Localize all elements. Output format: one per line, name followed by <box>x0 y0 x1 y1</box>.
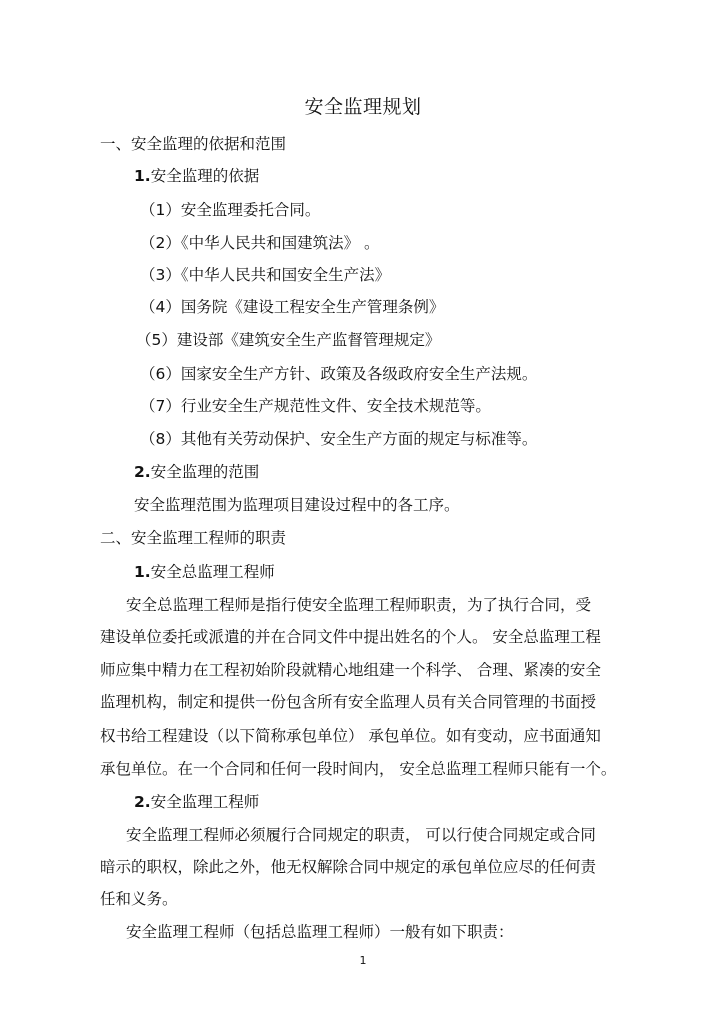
subsection-title: 安全监理的依据 <box>150 167 260 185</box>
subsection-number: 1. <box>134 563 151 581</box>
paragraph-line: 监理机构，制定和提供一份包含所有安全监理人员有关合同管理的书面授 <box>100 693 597 711</box>
subsection-number: 1. <box>134 167 151 185</box>
list-item: （7）行业安全生产规范性文件、安全技术规范等。 <box>140 397 491 415</box>
subsection-heading-1-1 <box>134 166 259 186</box>
list-item: （5）建设部《建筑安全生产监督管理规定》 <box>136 331 441 349</box>
page-number: 1 <box>359 954 367 967</box>
paragraph-line: 安全监理范围为监理项目建设过程中的各工序。 <box>134 496 460 514</box>
subsection-number: 2. <box>134 463 151 481</box>
subsection-heading-2-2 <box>134 792 259 812</box>
section-heading-2: 二、安全监理工程师的职责 <box>100 529 287 547</box>
subsection-heading-1-2 <box>134 462 259 482</box>
paragraph-line: 任和义务。 <box>100 890 178 908</box>
list-item: （4）国务院《建设工程安全生产管理条例》 <box>140 298 445 316</box>
list-item: （6）国家安全生产方针、政策及各级政府安全生产法规。 <box>140 365 538 383</box>
paragraph-line: 师应集中精力在工程初始阶段就精心地组建一个科学、 合理、紧凑的安全 <box>100 661 601 679</box>
paragraph-line: 安全总监理工程师是指行使安全监理工程师职责，为了执行合同，受 <box>126 596 592 614</box>
paragraph-line: 承包单位。在一个合同和任何一段时间内， 安全总监理工程师只能有一个。 <box>100 760 617 778</box>
document-title: 安全监理规划 <box>304 96 422 118</box>
section-heading-1: 一、安全监理的依据和范围 <box>100 135 287 153</box>
paragraph-line: 安全监理工程师必须履行合同规定的职责， 可以行使合同规定或合同 <box>126 826 596 844</box>
subsection-title: 安全监理的范围 <box>150 463 260 481</box>
subsection-title: 安全总监理工程师 <box>150 563 275 581</box>
list-item: （2）《中华人民共和国建筑法》 。 <box>140 234 380 252</box>
subsection-heading-2-1 <box>134 562 275 582</box>
paragraph-line: 建设单位委托或派遣的并在合同文件中提出姓名的个人。 安全总监理工程 <box>100 628 601 646</box>
paragraph-line: 暗示的职权，除此之外，他无权解除合同中规定的承包单位应尽的任何责 <box>100 858 597 876</box>
list-item: （8）其他有关劳动保护、安全生产方面的规定与标准等。 <box>140 430 538 448</box>
paragraph-line: 权书给工程建设（以下简称承包单位） 承包单位。如有变动，应书面通知 <box>100 727 601 745</box>
subsection-number: 2. <box>134 793 151 811</box>
list-item: （3）《中华人民共和国安全生产法》 <box>140 266 391 284</box>
paragraph-line: 安全监理工程师（包括总监理工程师）一般有如下职责： <box>126 923 514 941</box>
subsection-title: 安全监理工程师 <box>150 793 260 811</box>
list-item: （1）安全监理委托合同。 <box>140 201 321 219</box>
